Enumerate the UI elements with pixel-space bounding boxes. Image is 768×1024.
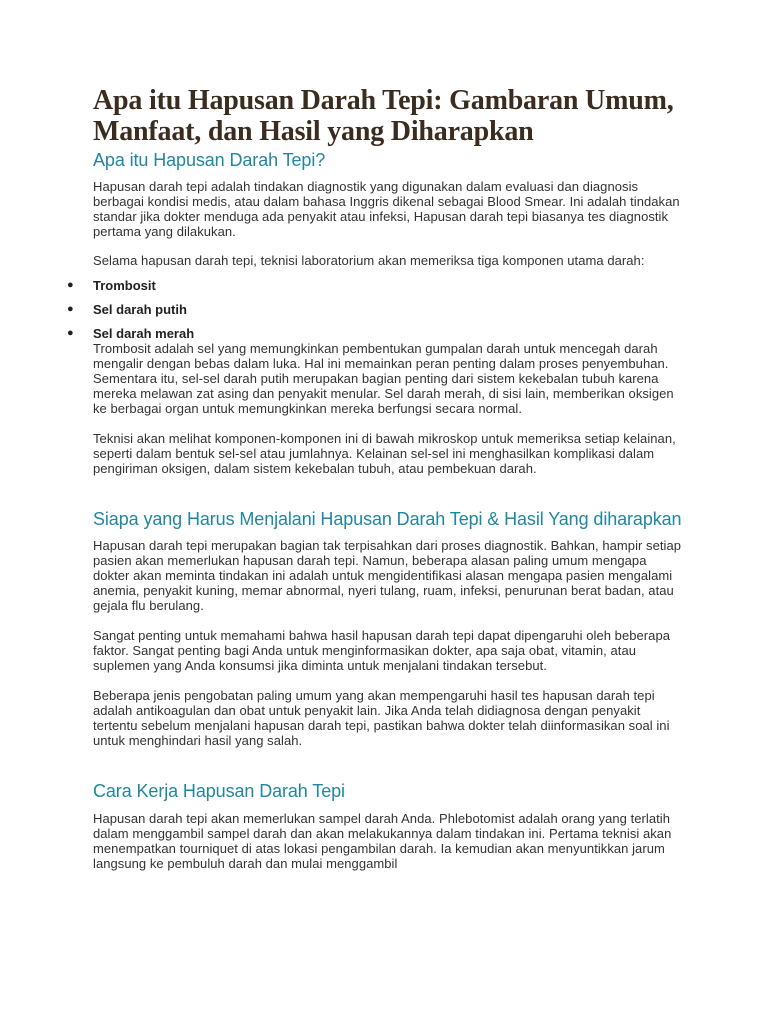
section-heading: Apa itu Hapusan Darah Tepi? [93,150,326,170]
paragraph: Selama hapusan darah tepi, teknisi laboratorium akan memeriksa tiga komponen utama darah: [93,253,645,268]
section-heading: Cara Kerja Hapusan Darah Tepi [93,781,345,801]
paragraph: Teknisi akan melihat komponen-komponen ini di bawah mikroskop untuk memeriksa setiap kelainan, seperti dalam bentuk sel-sel atau jumlahnya. Kelainan sel-sel ini menghasilkan komplikasi dalam pengiriman oksigen, dalam sistem kekebalan tubuh, atau pembekuan darah. [93,431,676,476]
bullet-icon: ● [67,303,74,315]
list-item-label: Sel darah merah [93,326,195,341]
paragraph: Hapusan darah tepi adalah tindakan diagnostik yang digunakan dalam evaluasi dan diagnosis berbagai kondisi medis, atau dalam bahasa Inggris dikenal sebagai Blood Smear. Ini adalah tindakan standar jika dokter menduga ada penyakit atau infeksi, Hapusan darah tepi biasanya tes diagnostik pertama yang dilakukan. [93,179,680,239]
paragraph: Trombosit adalah sel yang memungkinkan pembentukan gumpalan darah untuk mencegah darah mengalir dengan bebas dalam luka. Hal ini memainkan peran penting dalam proses penyembuhan. Sementara itu, sel-sel darah putih merupakan bagian penting dari sistem kekebalan tubuh karena mereka melawan zat asing dan penyakit menular. Sel darah merah, di sisi lain, memberikan oksigen ke berbagai organ untuk memungkinkan mereka berfungsi secara normal. [93,341,674,416]
paragraph: Sangat penting untuk memahami bahwa hasil hapusan darah tepi dapat dipengaruhi oleh beberapa faktor. Sangat penting bagi Anda untuk menginformasikan dokter, apa saja obat, vitamin, atau suplemen yang Anda konsumsi jika diminta untuk menjalani tindakan tersebut. [93,628,671,673]
paragraph: Beberapa jenis pengobatan paling umum yang akan mempengaruhi hasil tes hapusan darah tepi adalah antikoagulan dan obat untuk penyakit lain. Jika Anda telah didiagnosa dengan penyakit tertentu sebelum menjalani hapusan darah tepi, pastikan bahwa dokter telah diinformasikan soal ini untuk menghindari hasil yang salah. [93,688,670,748]
paragraph: Hapusan darah tepi merupakan bagian tak terpisahkan dari proses diagnostik. Bahkan, hampir setiap pasien akan memerlukan hapusan darah tepi. Namun, beberapa alasan paling umum mengapa dokter akan meminta tindakan ini adalah untuk mengidentifikasi alasan mengapa pasien mengalami anemia, penyakit kuning, memar abnormal, nyeri tulang, ruam, infeksi, penurunan berat badan, atau gejala flu berulang. [93,538,682,613]
list-item [67,278,683,293]
document-title: Apa itu Hapusan Darah Tepi: Gambaran Umum, Manfaat, dan Hasil yang Diharapkan [93,85,674,147]
list-item-label: Trombosit [93,278,156,293]
section-heading: Siapa yang Harus Menjalani Hapusan Darah Tepi & Hasil Yang diharapkan [93,509,682,529]
list-item [67,302,683,317]
paragraph: Hapusan darah tepi akan memerlukan sampel darah Anda. Phlebotomist adalah orang yang terlatih dalam menggambil sampel darah dan akan melakukannya dalam tindakan ini. Pertama teknisi akan menempatkan tourniquet di atas lokasi pengambilan darah. Ia kemudian akan menyuntikkan jarum langsung ke pembuluh darah dan mulai menggambil [93,811,672,871]
component-list [67,278,683,341]
bullet-icon: ● [67,327,74,339]
document-page [67,85,683,871]
list-item [67,326,683,341]
list-item-label: Sel darah putih [93,302,187,317]
bullet-icon: ● [67,279,74,291]
